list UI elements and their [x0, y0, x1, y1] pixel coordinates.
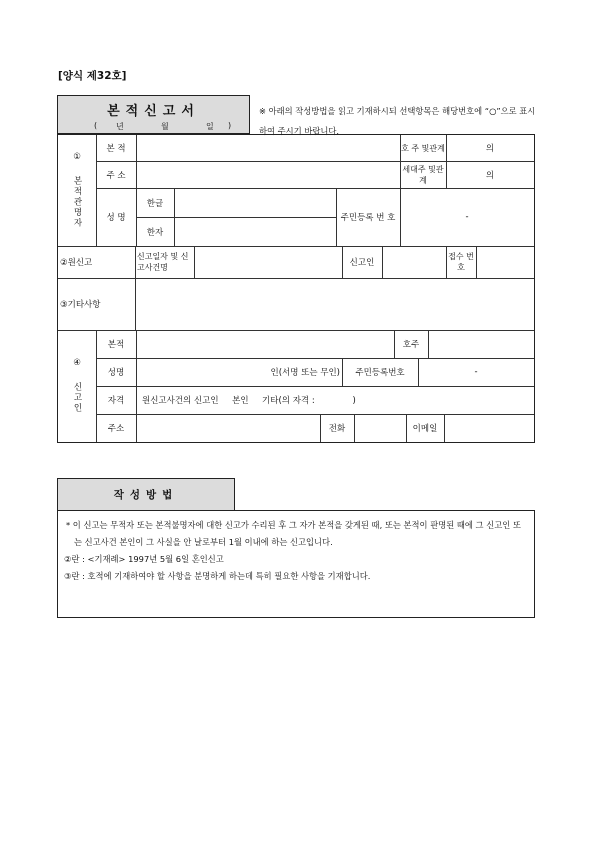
s1-address-input[interactable] [136, 161, 400, 188]
section4-label: ④ 신고인 [72, 358, 82, 414]
s1-honjeok-label: 본 적 [106, 144, 126, 154]
section2-label: ②원신고 [60, 258, 93, 268]
s4-email-input[interactable] [444, 414, 534, 442]
s1-rel-household-value[interactable]: 의 [485, 170, 495, 181]
s4-address-label: 주소 [107, 424, 125, 434]
guide-title: 작성방법 [57, 478, 235, 510]
s4-phone-label: 전화 [328, 424, 346, 434]
s2-receipt-label: 접수 번호 [448, 252, 474, 272]
s1-resident-label: 주민등록 번 호 [340, 213, 396, 223]
s1-address-label: 주 소 [106, 170, 126, 181]
guide-item-2: ②란 : <기재례> 1997년 5월 6일 혼인신고 [64, 554, 224, 564]
s4-hoju-label: 호주 [402, 340, 420, 350]
s2-receipt-input[interactable] [476, 246, 534, 278]
s4-qualification-options[interactable]: 원신고사건의 신고인 본인 기타(의 자격 : ) [142, 396, 356, 406]
s2-date-case-input[interactable] [194, 246, 342, 278]
form-title: 본적신고서 [107, 104, 200, 119]
s2-date-case-label: 신고일자 및 신고사건명 [137, 252, 189, 272]
s1-resident-input[interactable]: - [465, 212, 469, 222]
s1-rel-household-label: 세대주 및관계 [402, 164, 444, 185]
date-close: ) [228, 121, 232, 130]
notice-text: ※ 아래의 작성방법을 읽고 기재하시되 선택항목은 해당번호에 “○”으로 표시하여 주시기 바랍니다. [259, 106, 536, 136]
s1-hangeul-label: 한글 [146, 198, 164, 209]
form-table [57, 134, 535, 443]
section3-label: ③기타사항 [60, 300, 101, 310]
guide-box [57, 510, 535, 618]
title-box [57, 95, 250, 134]
s4-email-label: 이메일 [412, 424, 438, 434]
s4-name-label: 성명 [107, 368, 125, 378]
s2-reporter-input[interactable] [382, 246, 446, 278]
date-day: 일 [206, 122, 214, 131]
s2-reporter-label: 신고인 [349, 258, 375, 268]
s4-resident-input[interactable]: - [474, 367, 478, 377]
s1-name-label: 성 명 [106, 213, 126, 223]
s1-hanja-input[interactable] [174, 217, 336, 246]
s1-rel-head-label: 호 주 및관계 [401, 143, 445, 153]
date-month: 월 [161, 122, 169, 131]
s4-signature-label: 인(서명 또는 무인) [270, 368, 340, 378]
form-number: [양식 제32호] [58, 70, 127, 82]
s4-name-input[interactable] [136, 358, 342, 386]
section1-label: ① 본적관명자 [72, 152, 82, 229]
s1-rel-head-value[interactable]: 의 [485, 144, 495, 154]
s4-honjeok-label: 본적 [107, 340, 125, 350]
s4-hoju-input[interactable] [428, 330, 534, 358]
s4-phone-input[interactable] [354, 414, 406, 442]
s4-honjeok-input[interactable] [136, 330, 394, 358]
date-open: ( [94, 121, 98, 130]
s1-honjeok-input[interactable] [136, 135, 400, 161]
guide-item-3: ③란 : 호적에 기재하여야 할 사항을 분명하게 하는데 특히 필요한 사항을 기재합니다. [64, 571, 371, 581]
s1-hanja-label: 한자 [146, 227, 164, 238]
date-year: 년 [116, 122, 124, 131]
s3-other-input[interactable] [135, 278, 534, 330]
guide-item-1: * 이 신고는 무적자 또는 본적불명자에 대한 신고가 수리된 후 그 자가 본적을 갖게된 때, 또는 본적이 판명된 때에 그 신고인 또는 신고사건 본인이 그 사실을 안 날로부터 1월 이내에 하는 신고입니다. [66, 520, 521, 547]
s4-address-input[interactable] [136, 414, 320, 442]
s1-hangeul-input[interactable] [174, 188, 336, 217]
s4-qualification-label: 자격 [107, 396, 125, 406]
s4-resident-label: 주민등록번호 [355, 368, 405, 378]
